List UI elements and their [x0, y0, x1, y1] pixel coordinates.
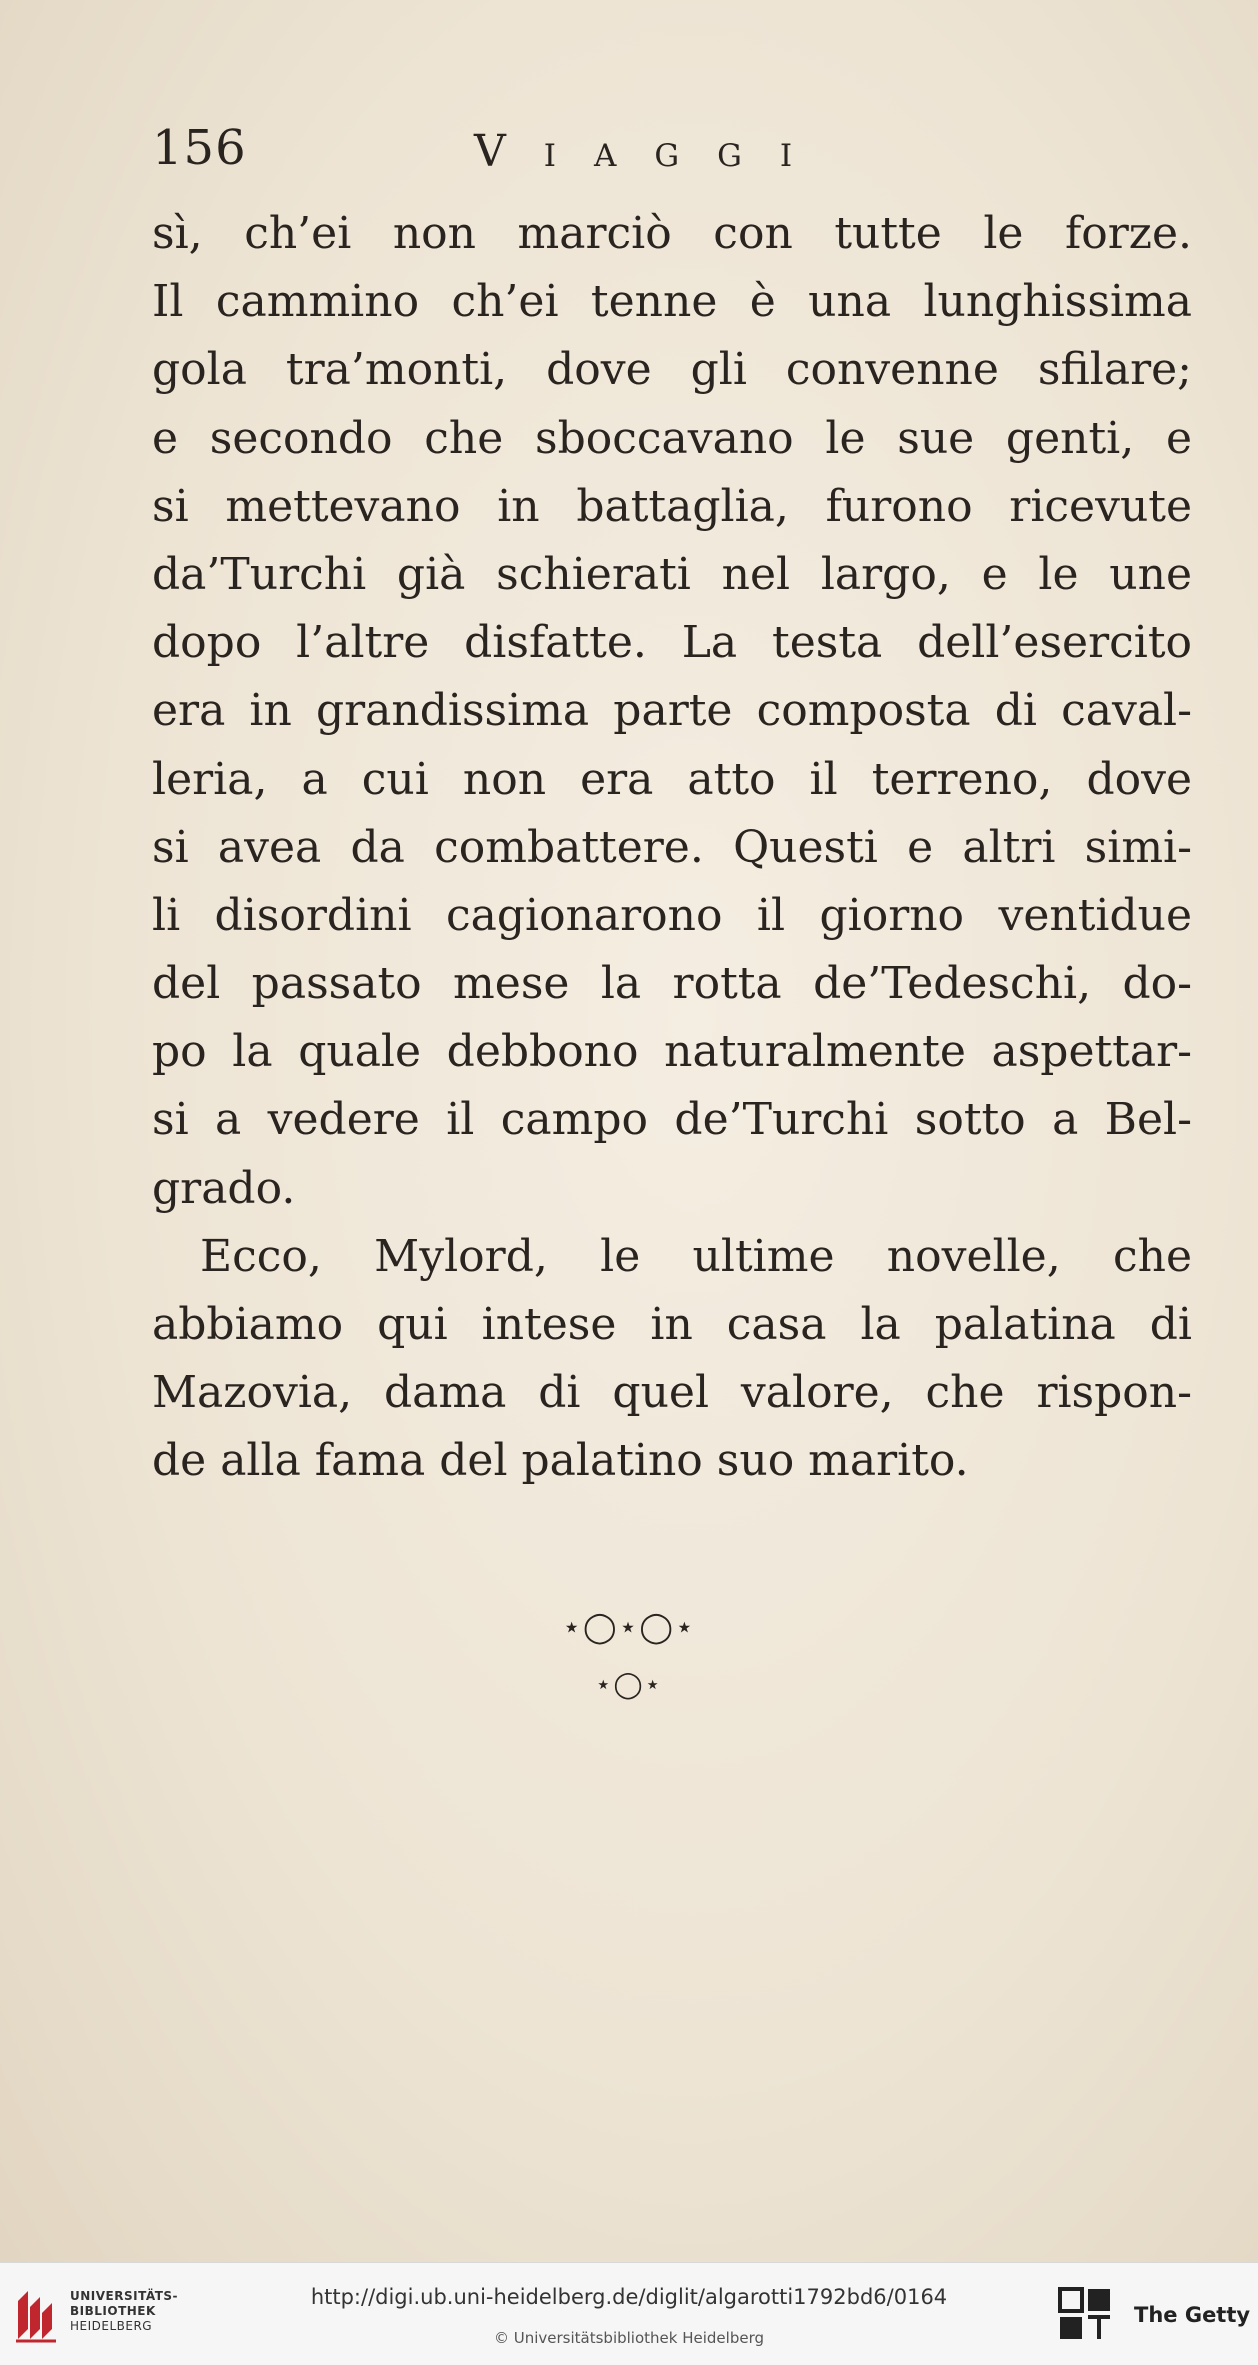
text-line: de alla fama del palatino suo marito. — [152, 1435, 969, 1487]
text-line: Il cammino ch’ei tenne è una lunghissima — [152, 276, 1192, 328]
copyright-notice: © Universitätsbibliothek Heidelberg — [493, 2329, 764, 2347]
ornament-top-row: ⋆◯⋆◯⋆ — [562, 1610, 696, 1645]
text-line: si avea da combattere. Questi e altri simi- — [152, 821, 1192, 873]
body-text — [152, 200, 1192, 1496]
text-line: po la quale debbono naturalmente aspettar- — [152, 1026, 1192, 1078]
text-line: Ecco, Mylord, le ultime novelle, che — [200, 1230, 1192, 1282]
viewer-footer — [0, 2262, 1258, 2365]
page-number: 156 — [152, 120, 247, 176]
permalink-url[interactable]: http://digi.ub.uni-heidelberg.de/diglit/algarotti1792bd6/0164 — [310, 2285, 948, 2309]
text-line: gola tra’monti, dove gli convenne sfilare; — [152, 344, 1192, 396]
partner-name: The Getty — [1134, 2303, 1251, 2327]
text-line: dopo l’altre disfatte. La testa dell’esercito — [152, 617, 1192, 669]
text-line: da’Turchi già schierati nel largo, e le une — [152, 548, 1192, 600]
ornament-bottom-row: ⋆◯⋆ — [595, 1670, 663, 1700]
text-line: li disordini cagionarono il giorno ventidue — [152, 889, 1192, 941]
text-line: era in grandissima parte composta di caval- — [152, 685, 1192, 737]
text-line: leria, a cui non era atto il terreno, dove — [152, 753, 1192, 805]
text-line: si mettevano in battaglia, furono ricevute — [152, 480, 1192, 532]
text-line: abbiamo qui intese in casa la palatina di — [152, 1299, 1192, 1350]
library-name-line: UNIVERSITÄTS- — [70, 2289, 179, 2303]
running-head: Viaggi — [474, 126, 831, 177]
text-line: Mazovia, dama di quel valore, che rispon- — [152, 1367, 1192, 1419]
text-line: e secondo che sboccavano le sue genti, e — [152, 412, 1192, 464]
text-line: grado. — [152, 1162, 296, 1214]
text-line: del passato mese la rotta de’Tedeschi, do- — [152, 958, 1192, 1010]
getty-logo-icon — [1058, 2287, 1112, 2341]
library-name-line: BIBLIOTHEK — [70, 2304, 156, 2318]
library-name-line: HEIDELBERG — [70, 2319, 153, 2333]
page-header — [152, 120, 1192, 180]
text-line: si a vedere il campo de’Turchi sotto a Bel- — [152, 1094, 1192, 1146]
text-line: sì, ch’ei non marciò con tutte le forze. — [152, 208, 1192, 259]
